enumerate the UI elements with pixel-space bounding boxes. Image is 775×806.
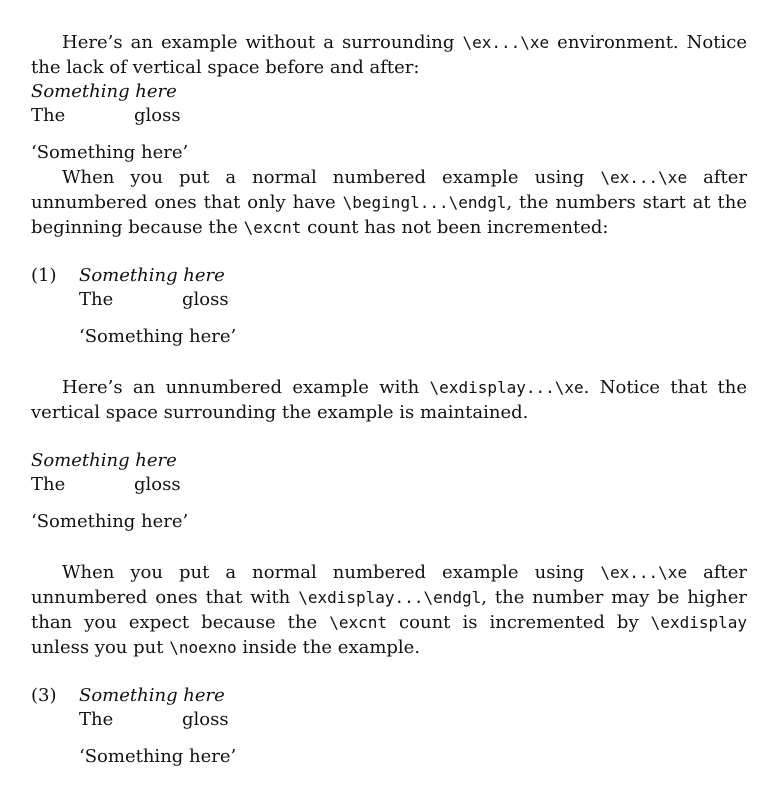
gloss-word: The	[79, 709, 114, 730]
code-excnt: \excnt	[329, 613, 388, 632]
code-ex-xe: \ex...\xe	[462, 33, 550, 52]
code-noexno: \noexno	[169, 638, 237, 657]
gloss-source-line: Something here	[31, 450, 177, 471]
example-number: (3)	[31, 685, 57, 706]
gloss-source-line: Something here	[79, 685, 225, 706]
gloss-word-line	[79, 288, 747, 312]
gloss-example-display	[31, 449, 747, 534]
numbered-example-3	[31, 684, 747, 769]
gloss-word: gloss	[182, 709, 229, 730]
code-exdisplay-endgl: \exdisplay...\endgl	[298, 588, 482, 607]
gloss-example-plain	[31, 80, 747, 165]
gloss-word: gloss	[134, 474, 181, 495]
paragraph-exdisplay: Here’s an unnumbered example with \exdisplay...\xe. Notice that the vertical space surrounding the example is maintained.	[31, 377, 748, 423]
gloss-word-line	[31, 473, 747, 497]
gloss-translation: ‘Something here’	[31, 511, 189, 532]
gloss-translation: ‘Something here’	[79, 326, 237, 347]
gloss-translation: ‘Something here’	[31, 142, 189, 163]
paragraph-number-higher: When you put a normal numbered example using \ex...\xe after unnumbered ones that with \exdisplay...\endgl, the number may be higher than you expect because the \excnt count is incremented by \exdisplay unless you put \noexno inside the example.	[31, 562, 748, 658]
document-page	[31, 30, 747, 769]
code-ex-xe: \ex...\xe	[600, 563, 688, 582]
gloss-translation: ‘Something here’	[79, 746, 237, 767]
gloss-word: The	[31, 105, 66, 126]
code-exdisplay: \exdisplay	[650, 613, 747, 632]
code-ex-xe: \ex...\xe	[600, 168, 688, 187]
gloss-word: gloss	[182, 289, 229, 310]
gloss-word: The	[79, 289, 114, 310]
gloss-word-line	[79, 708, 747, 732]
gloss-source-line: Something here	[79, 265, 225, 286]
code-excnt: \excnt	[243, 218, 302, 237]
paragraph-intro: Here’s an example without a surrounding \ex...\xe environment. Notice the lack of vertical space before and after:	[31, 32, 747, 78]
gloss-source-line: Something here	[31, 81, 177, 102]
numbered-example-1	[31, 264, 747, 349]
paragraph-numbered-after-unnumbered: When you put a normal numbered example using \ex...\xe after unnumbered ones that only have \begingl...\endgl, the numbers start at the beginning because the \excnt count has not been incremented:	[31, 167, 748, 238]
example-number: (1)	[31, 265, 57, 286]
code-exdisplay-xe: \exdisplay...\xe	[429, 378, 584, 397]
gloss-word: The	[31, 474, 66, 495]
gloss-word-line	[31, 104, 747, 128]
code-begingl-endgl: \begingl...\endgl	[342, 193, 507, 212]
gloss-word: gloss	[134, 105, 181, 126]
